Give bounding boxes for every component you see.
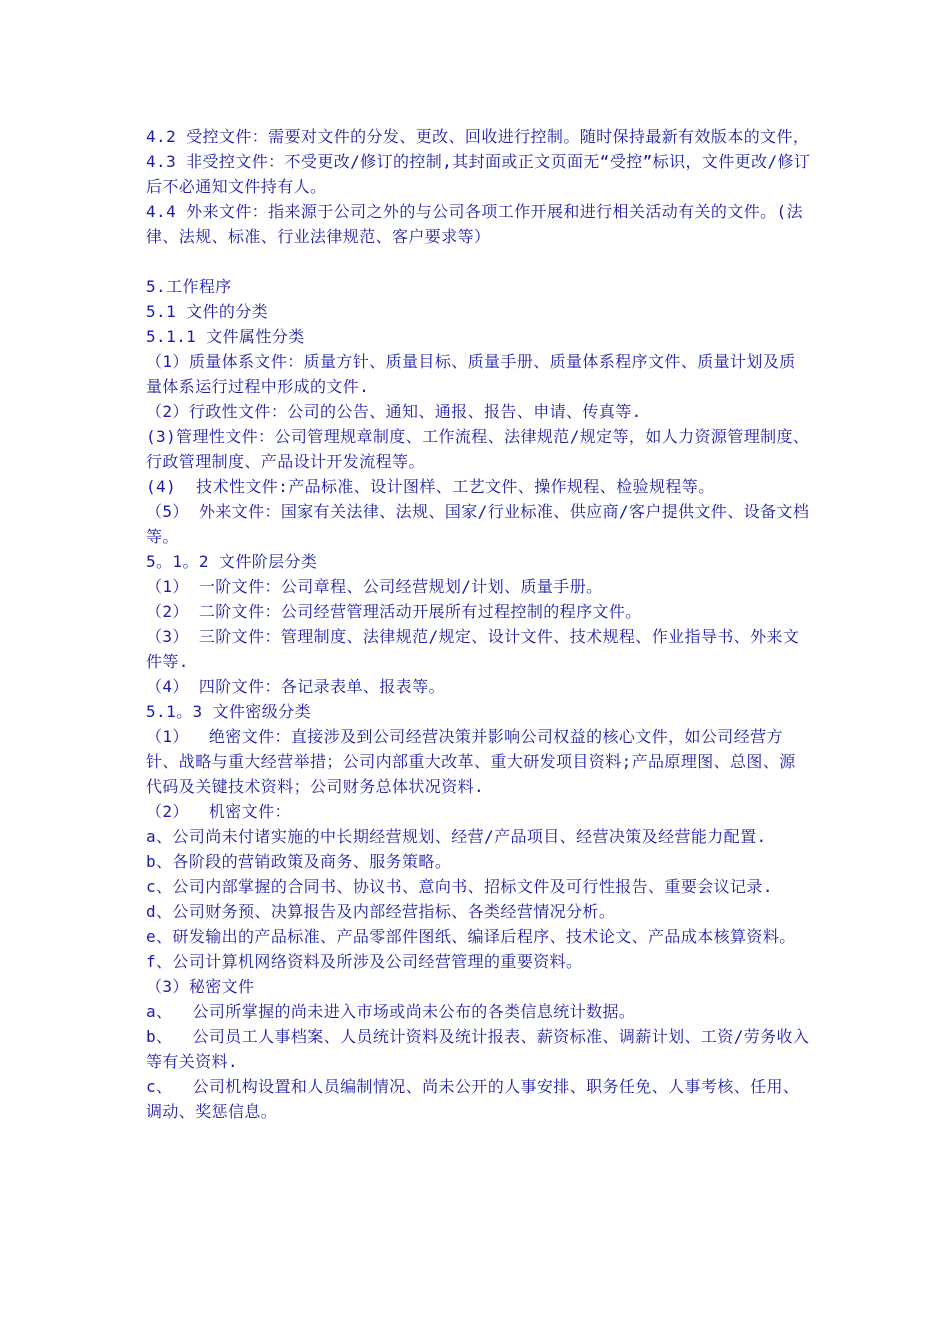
section-heading-5-1: 5.1 文件的分类 xyxy=(146,302,269,321)
list-item-secret-a: a、 公司所掌握的尚未进入市场或尚未公布的各类信息统计数据。 xyxy=(146,1002,636,1021)
list-item-level-3: （3） 三阶文件：管理制度、法律规范/规定、设计文件、技术规程、作业指导书、外来文件等. xyxy=(146,627,800,671)
list-item-confidential-e: e、研发输出的产品标准、产品零部件图纸、编译后程序、技术论文、产品成本核算资料。 xyxy=(146,927,796,946)
list-item-management-docs: (3)管理性文件：公司管理规章制度、工作流程、法律规范/规定等，如人力资源管理制度、行政管理制度、产品设计开发流程等。 xyxy=(146,427,810,471)
list-item-technical-docs: (4) 技术性文件:产品标准、设计图样、工艺文件、操作规程、检验规程等。 xyxy=(146,477,715,496)
list-item-external-docs: （5） 外来文件：国家有关法律、法规、国家/行业标准、供应商/客户提供文件、设备文档等。 xyxy=(146,502,810,546)
section-heading-5: 5.工作程序 xyxy=(146,277,232,296)
paragraph-4-4: 4.4 外来文件：指来源于公司之外的与公司各项工作开展和进行相关活动有关的文件。(法律、法规、标准、行业法律规范、客户要求等） xyxy=(146,202,803,246)
list-item-level-4: （4） 四阶文件：各记录表单、报表等。 xyxy=(146,677,445,696)
document-page xyxy=(146,124,812,1124)
blank-line xyxy=(146,249,812,274)
list-item-confidential-c: c、公司内部掌握的合同书、协议书、意向书、招标文件及可行性报告、重要会议记录. xyxy=(146,877,773,896)
list-item-level-1: （1） 一阶文件：公司章程、公司经营规划/计划、质量手册。 xyxy=(146,577,603,596)
list-item-confidential-a: a、公司尚未付诸实施的中长期经营规划、经营/产品项目、经营决策及经营能力配置. xyxy=(146,827,767,846)
list-item-confidential-b: b、各阶段的营销政策及商务、服务策略。 xyxy=(146,852,452,871)
list-item-admin-docs: （2）行政性文件：公司的公告、通知、通报、报告、申请、传真等. xyxy=(146,402,642,421)
list-item-secret-c: c、 公司机构设置和人员编制情况、尚未公开的人事安排、职务任免、人事考核、任用、调动、奖惩信息。 xyxy=(146,1077,800,1121)
list-item-secret: （3）秘密文件 xyxy=(146,977,255,996)
list-item-secret-b: b、 公司员工人事档案、人员统计资料及统计报表、薪资标准、调薪计划、工资/劳务收入等有关资料. xyxy=(146,1027,810,1071)
paragraph-4-2: 4.2 受控文件：需要对文件的分发、更改、回收进行控制。随时保持最新有效版本的文件， xyxy=(146,127,810,146)
list-item-top-secret: （1） 绝密文件：直接涉及到公司经营决策并影响公司权益的核心文件，如公司经营方针、战略与重大经营举措；公司内部重大改革、重大研发项目资料;产品原理图、总图、源代码及关键技术资料；公司财务总体状况资料. xyxy=(146,727,796,796)
list-item-confidential-f: f、公司计算机网络资料及所涉及公司经营管理的重要资料。 xyxy=(146,952,583,971)
list-item-confidential: （2） 机密文件： xyxy=(146,802,291,821)
list-item-confidential-d: d、公司财务预、决算报告及内部经营指标、各类经营情况分析。 xyxy=(146,902,616,921)
list-item-level-2: （2） 二阶文件：公司经营管理活动开展所有过程控制的程序文件。 xyxy=(146,602,642,621)
section-heading-5-1-3: 5.1。3 文件密级分类 xyxy=(146,702,311,721)
list-item-quality-docs: （1）质量体系文件：质量方针、质量目标、质量手册、质量体系程序文件、质量计划及质量体系运行过程中形成的文件. xyxy=(146,352,796,396)
section-heading-5-1-1: 5.1.1 文件属性分类 xyxy=(146,327,305,346)
paragraph-4-3: 4.3 非受控文件：不受更改/修订的控制,其封面或正文页面无“受控”标识，文件更改/修订后不必通知文件持有人。 xyxy=(146,152,811,196)
section-heading-5-1-2: 5。1。2 文件阶层分类 xyxy=(146,552,318,571)
